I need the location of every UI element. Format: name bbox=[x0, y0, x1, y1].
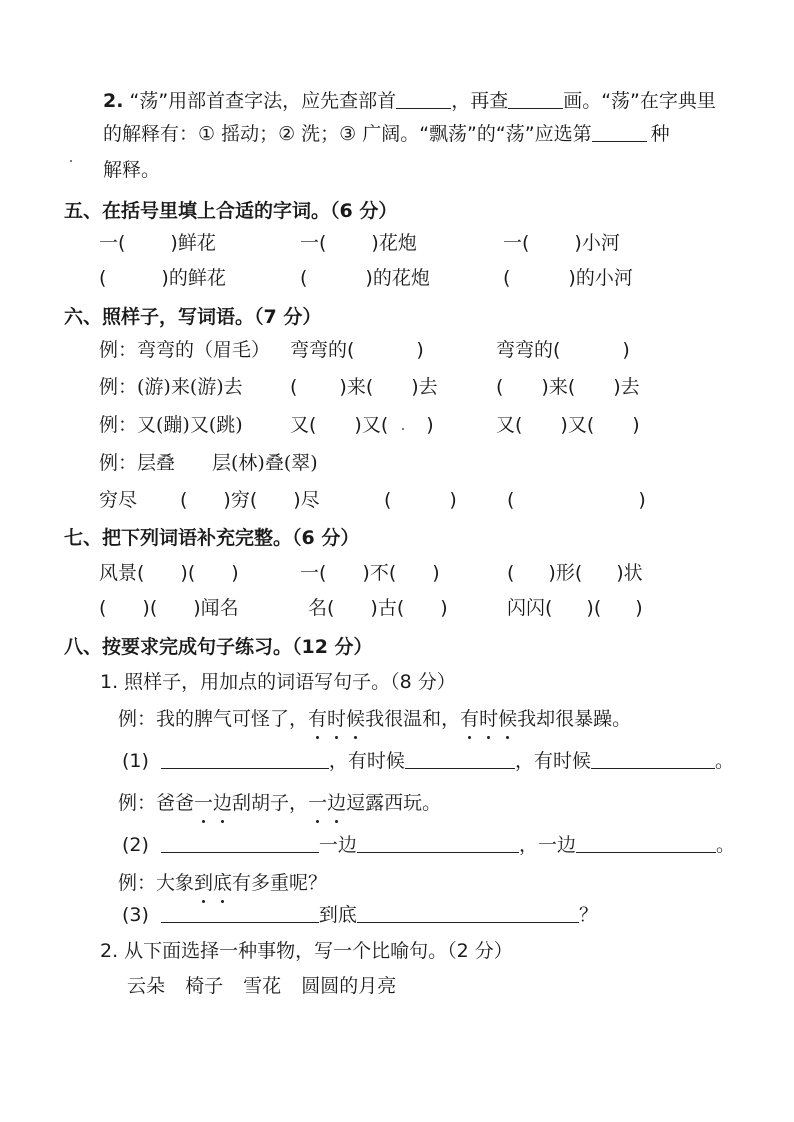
answer-1-blank-a[interactable] bbox=[161, 749, 329, 769]
s6-r3-c2[interactable]: 又( )又( ) bbox=[290, 414, 434, 436]
s5-r2-c2[interactable]: ( )的花炮 bbox=[300, 267, 430, 289]
answer-2-blank-a[interactable] bbox=[161, 833, 319, 853]
s8-example-2: 例：爸爸一边刮胡子，一边逗露西玩。 bbox=[118, 792, 442, 814]
s7-r2-c3[interactable]: 闪闪( )( ) bbox=[507, 597, 643, 619]
answer-1-blank-b[interactable] bbox=[405, 749, 515, 769]
answer-3-blank-b[interactable] bbox=[357, 903, 579, 923]
s8-q1-instruction: 1. 照样子，用加点的词语写句子。（8 分） bbox=[100, 671, 456, 693]
s5-r1-c3[interactable]: 一( )小河 bbox=[503, 232, 620, 254]
section-8-title: 八、按要求完成句子练习。（12 分） bbox=[64, 636, 373, 658]
s6-r4-example-word: 例：层叠 bbox=[99, 452, 176, 474]
s6-r1-c2[interactable]: 弯弯的( ) bbox=[290, 339, 424, 361]
option-snowflake[interactable]: 雪花 bbox=[243, 975, 282, 997]
emphasized-youshihou-1: 有时候 bbox=[308, 708, 366, 730]
s7-r1-c1[interactable]: 风景( )( ) bbox=[99, 562, 239, 584]
q4-2-text-f: 解释。 bbox=[103, 159, 161, 181]
emphasized-yibian-1: 一边 bbox=[194, 792, 233, 814]
q4-2-line1 bbox=[103, 88, 716, 114]
s5-r1-c2[interactable]: 一( )花炮 bbox=[300, 232, 417, 254]
s6-r2-c2[interactable]: ( )来( )去 bbox=[290, 376, 438, 398]
s8-answer-1: (1) ，有时候 ，有时候 。 bbox=[122, 750, 734, 772]
q4-2-number: 2. bbox=[103, 90, 124, 112]
s8-example-1: 例：我的脾气可怪了，有时候我很温和，有时候我却很暴躁。 bbox=[118, 708, 632, 730]
q4-2-text-e: 种 bbox=[650, 123, 670, 145]
s5-r1-c1[interactable]: 一( )鲜花 bbox=[99, 232, 216, 254]
s6-r5-c4[interactable]: ( ) bbox=[507, 489, 646, 511]
s6-r2-example: 例：(游)来(游)去 bbox=[99, 376, 243, 398]
scan-speck bbox=[70, 160, 72, 162]
emphasized-yibian-2: 一边 bbox=[308, 792, 347, 814]
radical-blank[interactable] bbox=[396, 89, 451, 109]
s6-r1-example: 例：弯弯的（眉毛） bbox=[99, 339, 271, 361]
s8-answer-3: (3) 到底 ？ bbox=[122, 904, 598, 926]
q4-2-text-a: “荡”用部首查字法，应先查部首 bbox=[129, 90, 397, 112]
q4-2-text-d: 的解释有：① 摇动；② 洗；③ 广阔。“飘荡”的“荡”应选第 bbox=[103, 123, 592, 145]
s8-q2-instruction: 2. 从下面选择一种事物，写一个比喻句。（2 分） bbox=[100, 940, 513, 962]
emphasized-youshihou-2: 有时候 bbox=[460, 708, 518, 730]
s6-r3-example: 例：又(蹦)又(跳) bbox=[99, 414, 243, 436]
answer-1-blank-c[interactable] bbox=[591, 749, 715, 769]
q4-2-text-c: 画。“荡”在字典里 bbox=[563, 90, 716, 112]
section-6-title: 六、照样子，写词语。（7 分） bbox=[64, 306, 322, 328]
q4-2-text-b: ，再查 bbox=[451, 90, 509, 112]
answer-3-blank-a[interactable] bbox=[161, 903, 319, 923]
s6-r5-c3[interactable]: ( ) bbox=[384, 489, 457, 511]
option-clouds[interactable]: 云朵 bbox=[127, 975, 166, 997]
option-round-moon[interactable]: 圆圆的月亮 bbox=[301, 975, 397, 997]
option-chair[interactable]: 椅子 bbox=[185, 975, 224, 997]
section-5-title: 五、在括号里填上合适的字词。（6 分） bbox=[64, 200, 398, 222]
answer-2-blank-c[interactable] bbox=[576, 833, 716, 853]
s8-example-3: 例：大象到底有多重呢？ bbox=[118, 872, 328, 894]
s5-r2-c1[interactable]: ( )的鲜花 bbox=[99, 267, 226, 289]
s5-r2-c3[interactable]: ( )的小河 bbox=[503, 267, 633, 289]
s6-r5-word: 穷尽 bbox=[99, 489, 138, 511]
s7-r1-c2[interactable]: 一( )不( ) bbox=[300, 562, 440, 584]
s8-q2-options bbox=[127, 973, 396, 999]
s7-r1-c3[interactable]: ( )形( )状 bbox=[507, 562, 643, 584]
emphasized-daodi: 到底 bbox=[194, 872, 233, 894]
s6-r2-c3[interactable]: ( )来( )去 bbox=[496, 376, 640, 398]
s6-r4-example-answer: 层(林)叠(翠) bbox=[212, 452, 318, 474]
q4-2-line3 bbox=[103, 157, 160, 183]
s6-r1-c3[interactable]: 弯弯的( ) bbox=[496, 339, 630, 361]
s7-r2-c1[interactable]: ( )( )闻名 bbox=[99, 597, 239, 619]
s6-r5-c2[interactable]: ( )穷( )尽 bbox=[180, 489, 320, 511]
answer-2-blank-b[interactable] bbox=[357, 833, 519, 853]
scan-speck bbox=[402, 428, 404, 430]
s7-r2-c2[interactable]: 名( )古( ) bbox=[308, 597, 448, 619]
s6-r3-c3[interactable]: 又( )又( ) bbox=[496, 414, 640, 436]
s8-answer-2: (2) 一边 ，一边 。 bbox=[122, 834, 735, 856]
stroke-count-blank[interactable] bbox=[508, 89, 563, 109]
section-7-title: 七、把下列词语补充完整。（6 分） bbox=[64, 527, 360, 549]
q4-2-line2 bbox=[103, 121, 670, 147]
meaning-choice-blank[interactable] bbox=[592, 122, 647, 142]
